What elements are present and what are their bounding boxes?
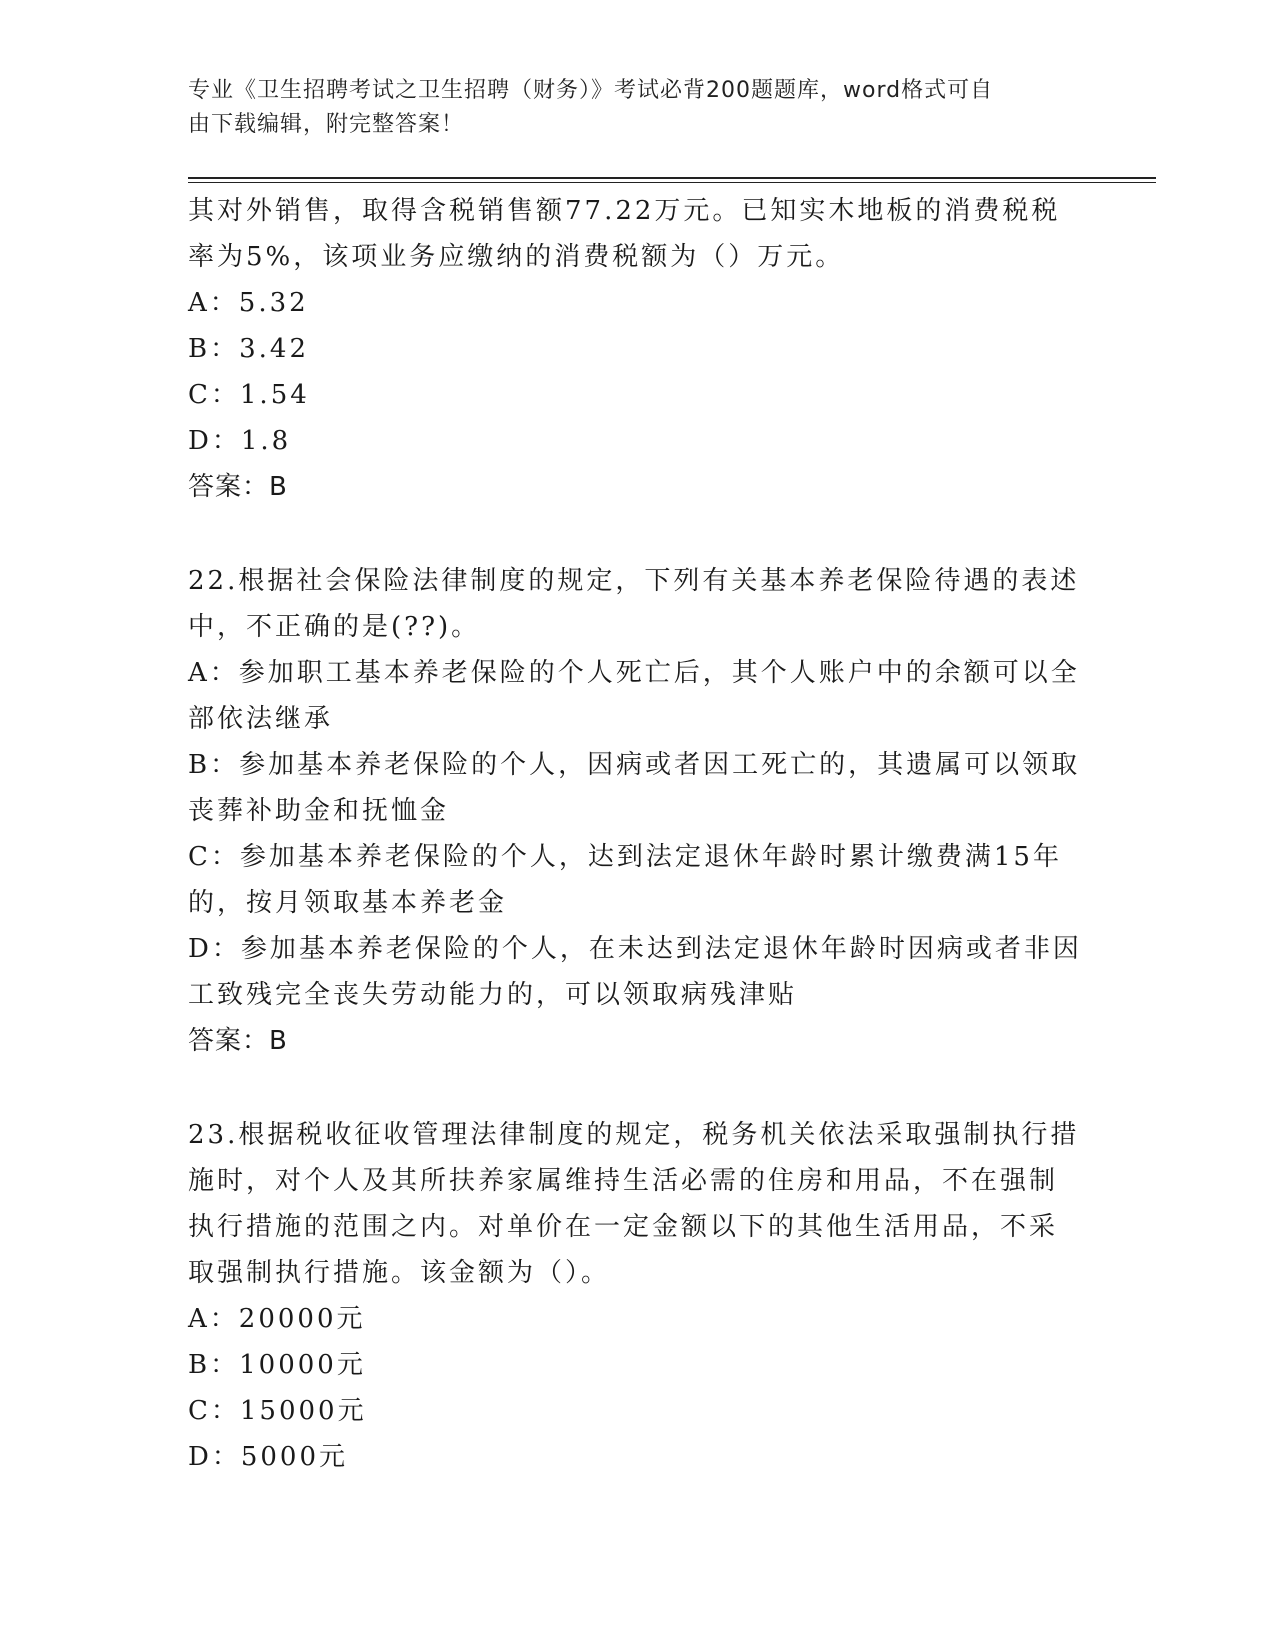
option-c-continued: 的，按月领取基本养老金: [188, 888, 508, 918]
option-d-continued: 工致残完全丧失劳动能力的，可以领取病残津贴: [188, 980, 798, 1010]
option-a: A：参加职工基本养老保险的个人死亡后，其个人账户中的余额可以全: [188, 658, 1080, 688]
option-d: D：1.8: [188, 426, 292, 456]
option-a-continued: 部依法继承: [188, 704, 334, 734]
option-a: A：5.32: [188, 288, 309, 318]
option-d: D：5000元: [188, 1442, 349, 1472]
question-text-line: 施时，对个人及其所扶养家属维持生活必需的住房和用品，不在强制: [188, 1166, 1059, 1196]
header-divider-thick: [188, 177, 1156, 179]
question-text-line: 中，不正确的是(??)。: [188, 612, 481, 642]
option-b: B：10000元: [188, 1350, 366, 1380]
option-c: C：1.54: [188, 380, 310, 410]
header-line-1: 专业《卫生招聘考试之卫生招聘（财务）》考试必背200题题库，word格式可自: [188, 78, 994, 103]
option-b-continued: 丧葬补助金和抚恤金: [188, 796, 450, 826]
header-divider-thin: [188, 182, 1156, 183]
option-a: A：20000元: [188, 1304, 366, 1334]
option-b: B：3.42: [188, 334, 309, 364]
document-header: [188, 74, 1068, 142]
question-text-line: 22.根据社会保险法律制度的规定，下列有关基本养老保险待遇的表述: [188, 566, 1080, 596]
question-spacer: [188, 1064, 1078, 1112]
question-text-line: 23.根据税收征收管理法律制度的规定，税务机关依法采取强制执行措: [188, 1120, 1080, 1150]
option-c: C：15000元: [188, 1396, 367, 1426]
question-text-line: 取强制执行措施。该金额为（）。: [188, 1258, 611, 1288]
question-text-line: 率为5%，该项业务应缴纳的消费税额为（）万元。: [188, 242, 845, 272]
question-text-line: 执行措施的范围之内。对单价在一定金额以下的其他生活用品，不采: [188, 1212, 1059, 1242]
question-spacer: [188, 510, 1078, 558]
option-b: B：参加基本养老保险的个人，因病或者因工死亡的，其遗属可以领取: [188, 750, 1081, 780]
question-22: [188, 558, 1082, 1064]
answer-label: 答案：B: [188, 1026, 288, 1056]
header-line-2: 由下载编辑，附完整答案！: [188, 112, 465, 137]
answer-label: 答案：B: [188, 472, 288, 502]
question-23: [188, 1112, 1078, 1480]
question-content: [188, 188, 1082, 1480]
option-d: D：参加基本养老保险的个人，在未达到法定退休年龄时因病或者非因: [188, 934, 1082, 964]
option-c: C：参加基本养老保险的个人，达到法定退休年龄时累计缴费满15年: [188, 842, 1062, 872]
question-text-line: 其对外销售，取得含税销售额77.22万元。已知实木地板的消费税税: [188, 196, 1061, 226]
question-21: [188, 188, 1078, 510]
